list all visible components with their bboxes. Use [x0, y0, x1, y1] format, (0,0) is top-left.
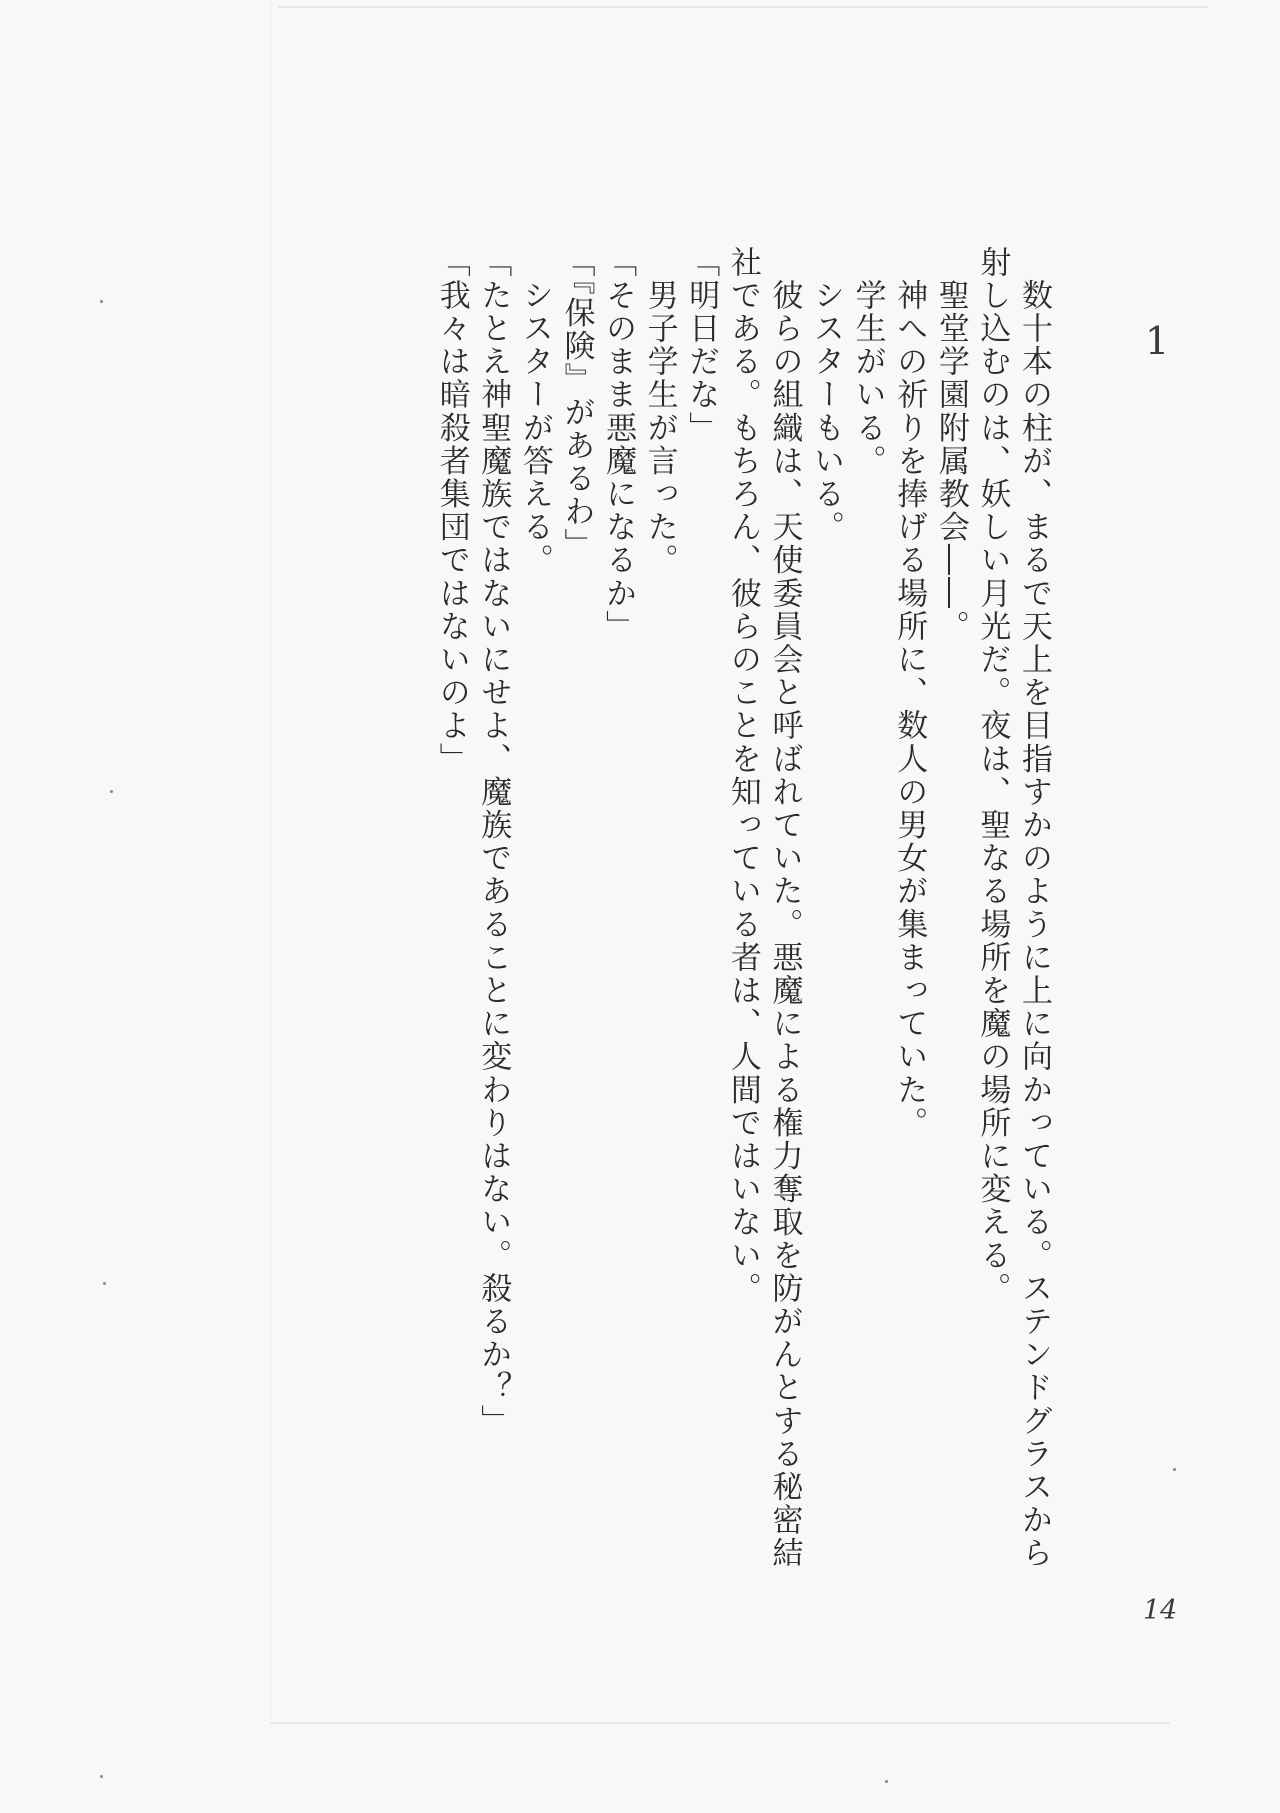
text-line: 「『保険』があるわ」	[558, 246, 595, 562]
scan-speck	[1173, 1468, 1176, 1471]
text-line: 「そのまま悪魔になるか」	[600, 246, 637, 644]
scan-edge-top	[278, 6, 1208, 8]
scan-edge-left	[270, 0, 271, 1720]
text-line: 学生がいる。	[849, 246, 886, 478]
scan-edge-bottom	[270, 1722, 1170, 1724]
text-line: 「我々は暗殺者集団ではないのよ」	[433, 246, 470, 776]
text-line: 「たとえ神聖魔族ではないにせよ、魔族であることに変わりはない。殺るか？」	[475, 246, 512, 1438]
scan-speck	[100, 300, 103, 303]
scan-speck	[100, 1775, 103, 1778]
page-number: 14	[1143, 1595, 1178, 1626]
chapter-number: 1	[1145, 319, 1170, 363]
text-line: 聖堂学園附属教会――。	[932, 246, 969, 644]
text-line: シスターもいる。	[808, 246, 845, 544]
text-line: 数十本の柱が、まるで天上を目指すかのように上に向かっている。ステンドグラスから	[1016, 246, 1052, 1570]
text-line: 彼らの組織は、天使委員会と呼ばれていた。悪魔による権力奪取を防がんとする秘密結	[766, 246, 803, 1570]
scan-speck	[110, 790, 113, 793]
text-line: 神への祈りを捧げる場所に、数人の男女が集まっていた。	[891, 246, 928, 1140]
scan-speck	[103, 1282, 106, 1285]
vertical-body-text	[430, 246, 1054, 1570]
scan-speck	[885, 1780, 888, 1783]
text-line: 社である。もちろん、彼らのことを知っている者は、人間ではいない。	[724, 246, 761, 1306]
text-line: 男子学生が言った。	[641, 246, 678, 577]
text-line: 射し込むのは、妖しい月光だ。夜は、聖なる場所を魔の場所に変える。	[974, 246, 1011, 1306]
text-line: シスターが答える。	[516, 246, 553, 577]
text-line: 「明日だな」	[683, 246, 720, 445]
